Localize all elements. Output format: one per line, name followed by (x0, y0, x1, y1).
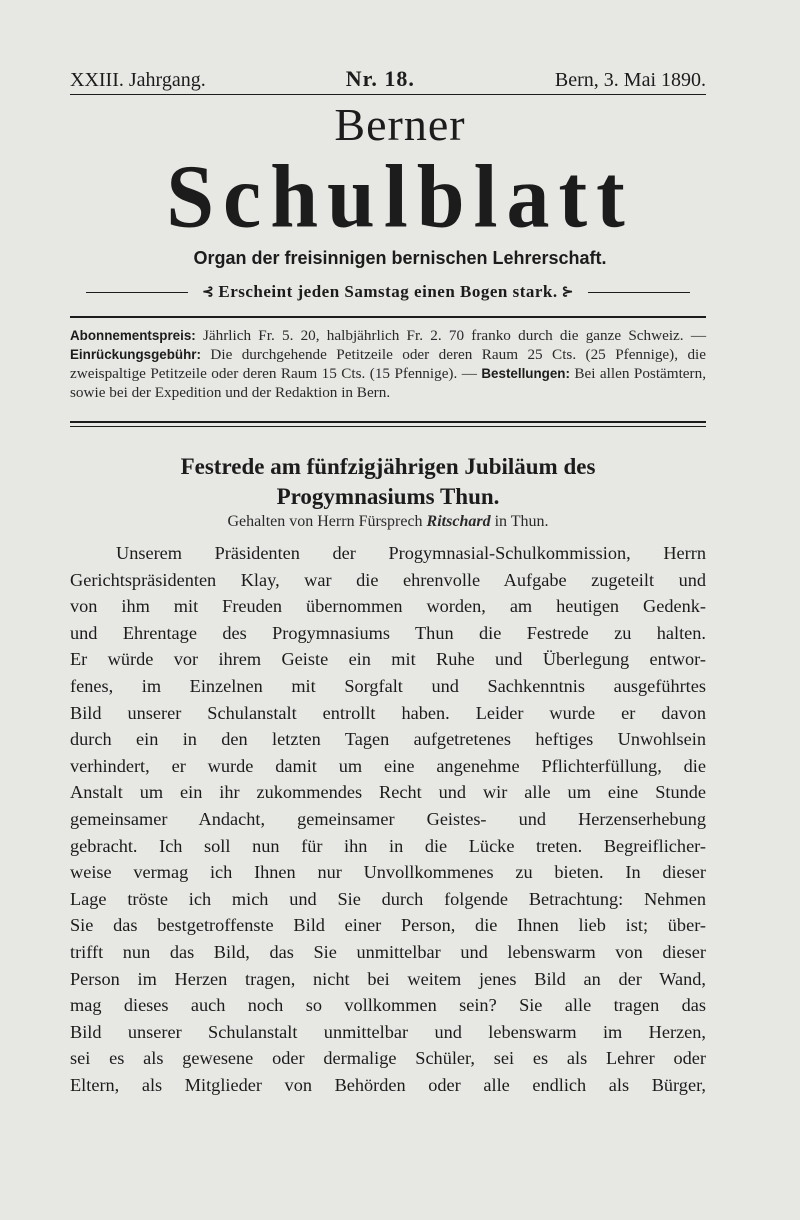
article-line: Er würde vor ihrem Geiste ein mit Ruhe und Überlegung entwor- (70, 649, 706, 670)
masthead-rule (70, 94, 706, 95)
subscription-price-label: Abonnementspreis: (70, 328, 196, 343)
article-title-line-1: Festrede am fünfzigjährigen Jubiläum des (180, 454, 596, 479)
article-line: von ihm mit Freuden übernommen worden, am heutigen Gedenk- (70, 596, 706, 617)
subscription-rule-bottom-2 (70, 426, 706, 427)
article-line: Lage tröste ich mich und Sie durch folgende Betrachtung: Nehmen (70, 888, 706, 909)
byline-prefix: Gehalten von Herrn Fürsprech (227, 513, 423, 530)
article-line: gemeinsamer Andacht, gemeinsamer Geistes- und Herzenserhebung (70, 808, 706, 829)
masthead-topline (70, 66, 706, 94)
frequency-text: Erscheint jeden Samstag einen Bogen stark. (218, 282, 558, 301)
subscription-info (70, 326, 706, 402)
article-line: durch ein in den letzten Tagen aufgetretenes heftiges Unwohlsein (70, 729, 706, 750)
place-date: Bern, 3. Mai 1890. (554, 69, 706, 91)
article-line: Anstalt um ein ihr zukommendes Recht und wir alle um eine Stunde (70, 782, 706, 803)
article-title-line-2: Progymnasiums Thun. (276, 484, 500, 509)
insertion-fee-label: Einrückungsgebühr: (70, 347, 201, 362)
issue-number: Nr. 18. (345, 66, 415, 91)
byline-suffix: in Thun. (494, 513, 549, 530)
article-line: Person im Herzen tragen, nicht bei weitem jenes Bild an der Wand, (70, 968, 706, 989)
frequency-line (76, 282, 700, 302)
article-line: und Ehrentage des Progymnasiums Thun die Festrede zu halten. (70, 622, 706, 643)
orders-label: Bestellungen: (481, 366, 570, 381)
article-line: Bild unserer Schulanstalt entrollt haben. Leider wurde er davon (70, 702, 706, 723)
article-line: Unserem Präsidenten der Progymnasial-Schulkommission, Herrn (116, 543, 706, 563)
subscription-price-text: Jährlich Fr. 5. 20, halbjährlich Fr. 2. 70 franko durch die ganze Schweiz. — (202, 327, 707, 344)
byline-name: Ritschard (426, 513, 491, 530)
insertion-fee-text: Die durchgehende Petitzeile oder deren Raum 25 Cts. (25 Pfennige), die zweispaltige Petitzeile oder deren Raum 15 Cts. (15 Pfennige). — (70, 346, 706, 382)
article-line: mag dieses auch noch so vollkommen sein? Sie alle tragen das (70, 995, 706, 1016)
ornament-right-icon: ⊱ (561, 284, 574, 300)
article-line: Eltern, als Mitglieder von Behörden oder alle endlich als Bürger, (70, 1074, 706, 1095)
ornament-left-icon: ⊰ (202, 284, 215, 300)
article-line: fenes, im Einzelnen mit Sorgfalt und Sachkenntnis ausgeführtes (70, 675, 706, 696)
subscription-rule-bottom-1 (70, 421, 706, 423)
article-line: verhindert, er wurde damit um eine angenehme Pflichterfüllung, die (70, 755, 706, 776)
article-line: Gerichtspräsidenten Klay, war die ehrenvolle Aufgabe zugeteilt und (70, 569, 706, 590)
orders-text: Bei allen Postämtern, sowie bei der Expedition und der Redaktion in Bern. (70, 365, 707, 401)
article-line: weise vermag ich Ihnen nur Unvollkommenes zu bieten. In dieser (70, 862, 706, 883)
article-byline (70, 511, 706, 533)
article-line: trifft nun das Bild, das Sie unmittelbar und lebenswarm von dieser (70, 941, 706, 962)
article-line: gebracht. Ich soll nun für ihn in die Lücke treten. Begreiflicher- (70, 835, 706, 856)
ornament-rule-left (86, 292, 188, 293)
masthead-title-small: Berner (334, 99, 466, 150)
article-line: Bild unserer Schulanstalt unmittelbar und lebenswarm im Herzen, (70, 1021, 706, 1042)
subscription-rule-top (70, 316, 706, 318)
organ-subtitle: Organ der freisinnigen bernischen Lehrerschaft. (193, 248, 607, 268)
volume-label: XXIII. Jahrgang. (70, 69, 206, 91)
masthead-title-large: Schulblatt (166, 145, 634, 247)
article-line: Sie das bestgetroffenste Bild einer Person, die Ihnen lieb ist; über- (70, 915, 706, 936)
article-body (70, 540, 706, 1098)
ornament-rule-right (588, 292, 690, 293)
article-title (70, 452, 706, 512)
article-line: sei es als gewesene oder dermalige Schüler, sei es als Lehrer oder (70, 1048, 706, 1069)
